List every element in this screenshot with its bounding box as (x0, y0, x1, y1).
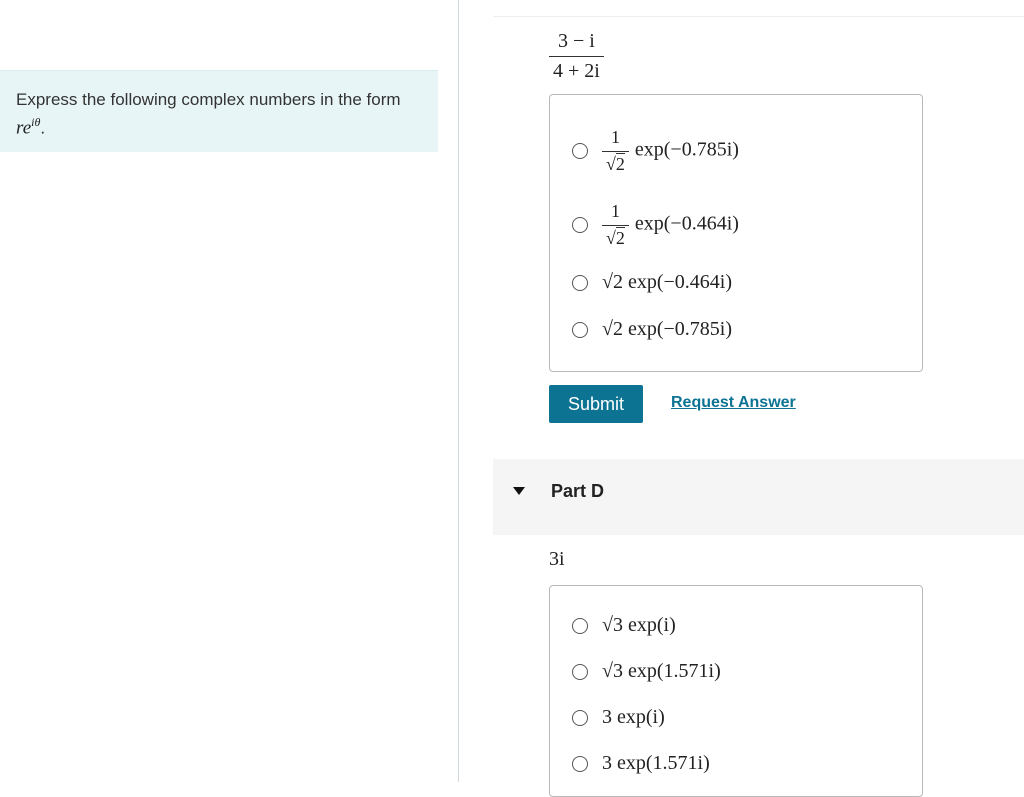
choice-expression: exp(i) (627, 614, 676, 636)
radio-button[interactable] (572, 143, 588, 159)
form-expression: $re^{i\theta}$. (16, 115, 46, 139)
radio-button[interactable] (572, 618, 588, 634)
submit-button[interactable]: Submit (549, 385, 643, 423)
radio-button[interactable] (572, 710, 588, 726)
choice-expression: exp(i) (617, 706, 665, 728)
radio-button[interactable] (572, 322, 588, 338)
choice-expression: exp(1.571i) (617, 752, 710, 774)
radio-button[interactable] (572, 664, 588, 680)
part-c-choices (549, 94, 923, 372)
column-divider (458, 0, 459, 782)
choice-expression: exp(−0.785i) (634, 138, 739, 161)
choice-c-1[interactable]: $\frac{1}{√2}$ exp(−0.785i) (572, 127, 739, 175)
choice-expression: exp(−0.464i) (634, 212, 739, 235)
caret-down-icon[interactable] (513, 487, 525, 495)
choice-d-3[interactable]: 3 exp(i) (572, 706, 665, 729)
radio-button[interactable] (572, 217, 588, 233)
part-d-title: Part D (551, 481, 605, 501)
radio-button[interactable] (572, 275, 588, 291)
choice-d-2[interactable]: √3 exp(1.571i) (572, 660, 721, 683)
choice-expression: exp(−0.464i) (627, 271, 733, 293)
question-c-numerator: 3 − i (558, 30, 595, 52)
question-c-denominator: 4 + 2i (549, 56, 604, 83)
part-d-header[interactable] (493, 459, 1024, 535)
choice-expression: exp(−0.785i) (627, 318, 733, 340)
choice-c-4[interactable]: √2 exp(−0.785i) (572, 318, 732, 341)
choice-c-3[interactable]: √2 exp(−0.464i) (572, 271, 732, 294)
instructions-text: Express the following complex numbers in the form (16, 90, 401, 109)
question-c-expression (549, 30, 604, 83)
question-d-expression: 3i (549, 548, 565, 570)
radio-button[interactable] (572, 756, 588, 772)
request-answer-link[interactable]: Request Answer (671, 394, 796, 411)
choice-d-4[interactable]: 3 exp(1.571i) (572, 752, 710, 775)
part-d-choices (549, 585, 923, 797)
top-divider (493, 16, 1024, 17)
choice-d-1[interactable]: √3 exp(i) (572, 614, 676, 637)
choice-expression: exp(1.571i) (627, 660, 721, 682)
choice-c-2[interactable]: $\frac{1}{√2}$ exp(−0.464i) (572, 201, 739, 249)
instructions-panel (0, 70, 438, 152)
